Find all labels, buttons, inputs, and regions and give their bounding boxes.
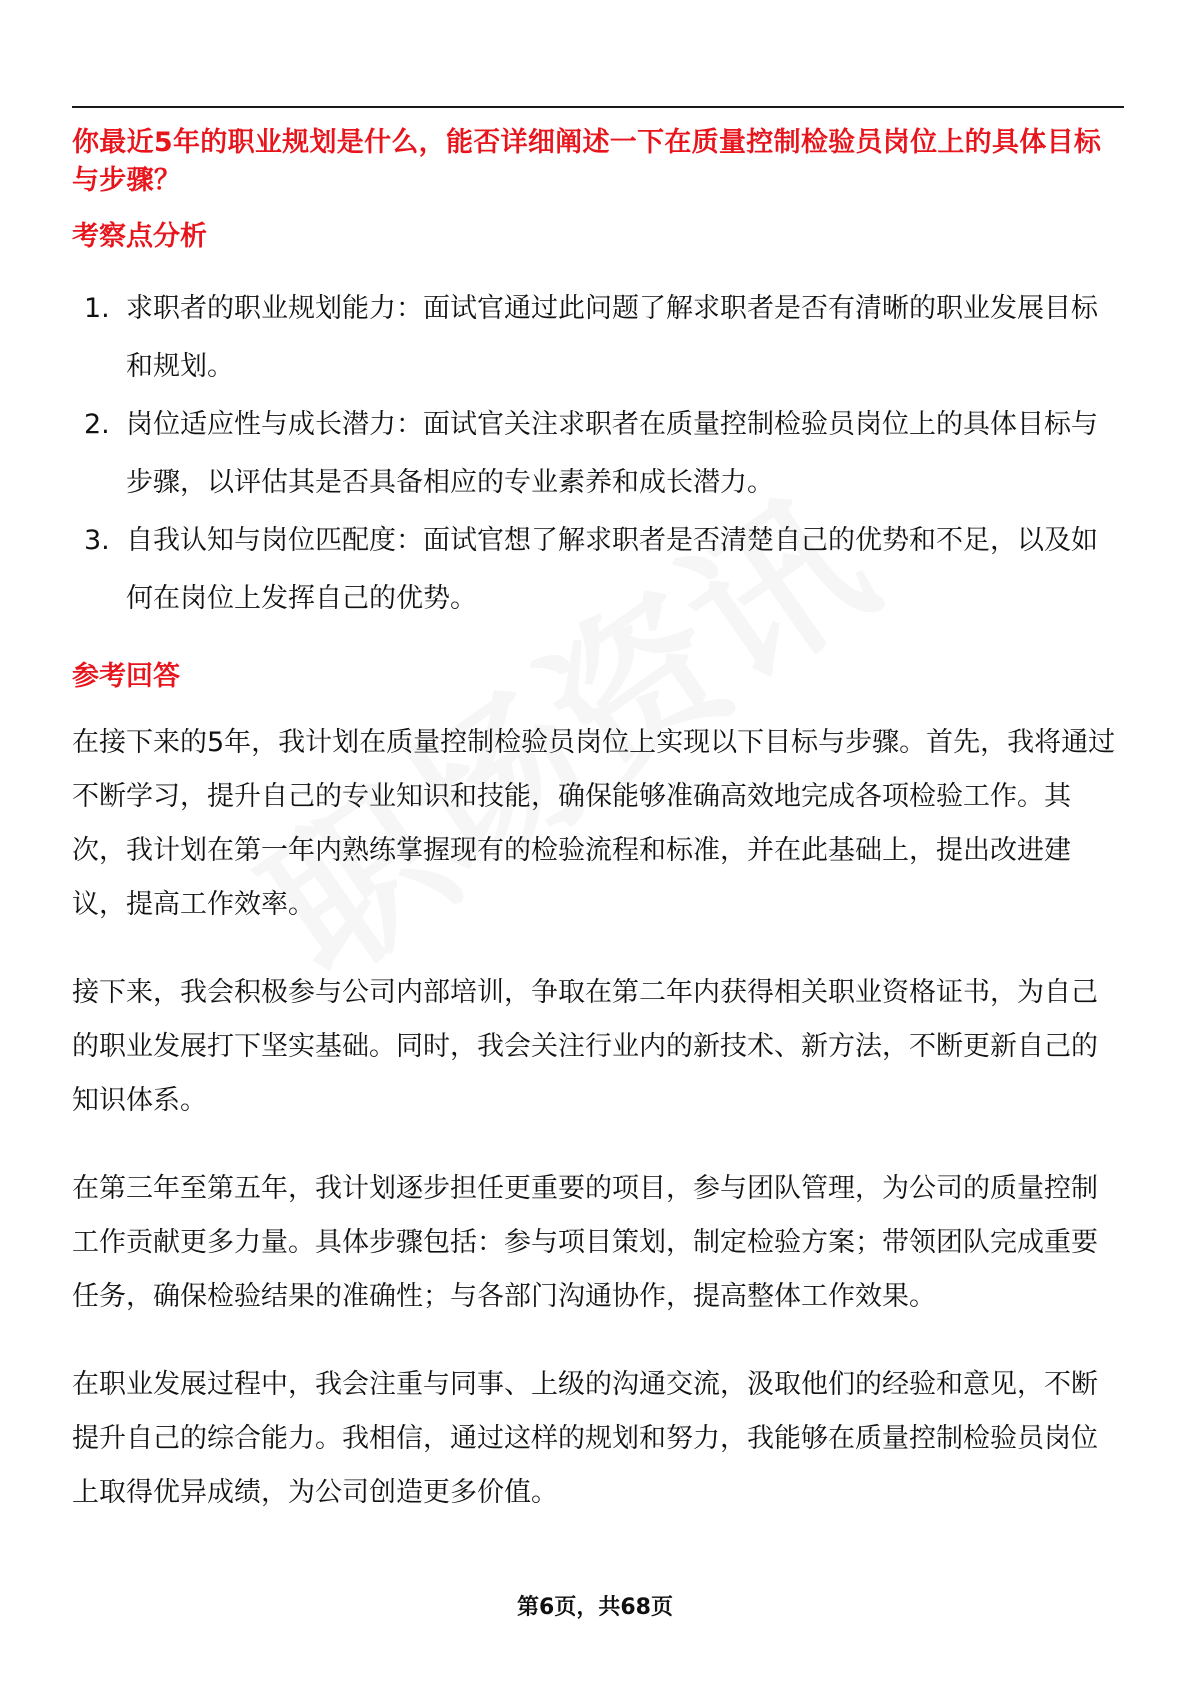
- answer-heading: 参考回答: [72, 661, 180, 692]
- list-item-number: 1.: [84, 293, 110, 324]
- answer-paragraph: 在接下来的5年，我计划在质量控制检验员岗位上实现以下目标与步骤。首先，我将通过不断学习，提升自己的专业知识和技能，确保能够准确高效地完成各项检验工作。其次，我计划在第一年内熟练掌握现有的检验流程和标准，并在此基础上，提出改进建议，提高工作效率。: [72, 727, 1116, 920]
- analysis-heading: 考察点分析: [72, 221, 207, 252]
- answer-paragraph: 在第三年至第五年，我计划逐步担任更重要的项目，参与团队管理，为公司的质量控制工作贡献更多力量。具体步骤包括：参与项目策划，制定检验方案；带领团队完成重要任务，确保检验结果的准确性；与各部门沟通协作，提高整体工作效果。: [72, 1173, 1098, 1312]
- list-item: [72, 396, 1124, 512]
- top-divider: [72, 106, 1124, 108]
- document-body: [72, 124, 1124, 1520]
- list-item: [72, 280, 1124, 396]
- list-item-text: 自我认知与岗位匹配度：面试官想了解求职者是否清楚自己的优势和不足，以及如何在岗位上发挥自己的优势。: [126, 525, 1098, 614]
- analysis-list: [72, 280, 1124, 628]
- list-item-number: 2.: [84, 409, 110, 440]
- list-item-text: 求职者的职业规划能力：面试官通过此问题了解求职者是否有清晰的职业发展目标和规划。: [126, 293, 1098, 382]
- list-item-text: 岗位适应性与成长潜力：面试官关注求职者在质量控制检验员岗位上的具体目标与步骤，以评估其是否具备相应的专业素养和成长潜力。: [126, 409, 1098, 498]
- answer-paragraph: 接下来，我会积极参与公司内部培训，争取在第二年内获得相关职业资格证书，为自己的职业发展打下坚实基础。同时，我会关注行业内的新技术、新方法，不断更新自己的知识体系。: [72, 977, 1098, 1116]
- page-number: 第6页，共68页: [517, 1595, 673, 1620]
- list-item: [72, 512, 1124, 628]
- list-item-number: 3.: [84, 525, 110, 556]
- answer-paragraph: 在职业发展过程中，我会注重与同事、上级的沟通交流，汲取他们的经验和意见，不断提升自己的综合能力。我相信，通过这样的规划和努力，我能够在质量控制检验员岗位上取得优异成绩，为公司创造更多价值。: [72, 1369, 1098, 1508]
- question-title: 你最近5年的职业规划是什么，能否详细阐述一下在质量控制检验员岗位上的具体目标与步骤？: [72, 127, 1102, 196]
